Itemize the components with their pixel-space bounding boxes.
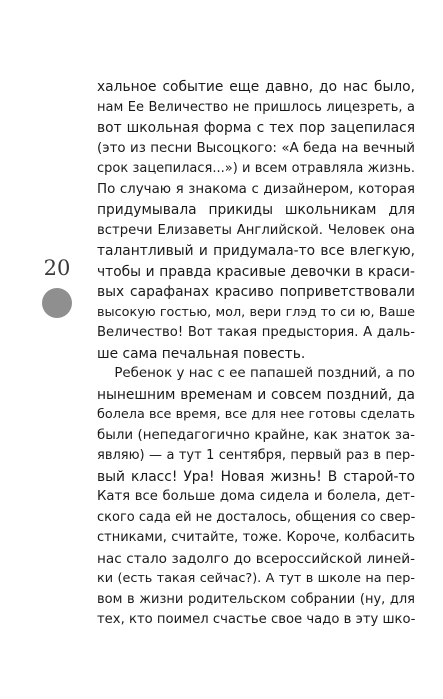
text-line: нам Ее Величество не пришлось лицезреть, а [97, 99, 415, 115]
text-line: болела все время, все для нее готовы сделать [97, 407, 415, 422]
text-line: чтобы и правда красивые девочки в краси- [97, 263, 415, 280]
paragraph [97, 77, 415, 364]
text-line: талантливый и придумала-то все влегкую, [97, 243, 415, 259]
text-line: вом в жизни родительском собрании (ну, для [97, 591, 415, 607]
text-line: нынешним временам и совсем поздний, да [97, 386, 415, 403]
text-line: были (непедагогично крайне, как знаток за- [97, 427, 415, 443]
text-line: вый класс! Ура! Новая жизнь! В старой-то [97, 468, 415, 485]
text-line: ки (есть такая сейчас?). А тут в школе на пер- [97, 571, 415, 586]
text-line: По случаю я знакома с дизайнером, которая [97, 181, 415, 197]
text-line: хальное событие еще давно, до нас было, [97, 79, 415, 95]
paragraph [97, 364, 415, 631]
text-line: нас стало задолго до всероссийской линей- [97, 550, 415, 567]
text-line: вых сарафанах красиво поприветствовали [97, 284, 415, 300]
text-line: (это из песни Высоцкого: «А беда на вечный [97, 140, 415, 156]
text-line: придумывала прикиды школьникам для [97, 202, 415, 218]
text-line: являю) — а тут 1 сентября, первый раз в пер- [97, 448, 415, 463]
text-line: ше сама печальная повесть. [97, 345, 306, 362]
page-number-dot [42, 288, 72, 318]
text-line: вот школьная форма с тех пор зацепилася [97, 120, 415, 136]
body-text [97, 77, 415, 631]
text-line: тех, кто поимел счастье свое чадо в эту шко- [97, 612, 415, 627]
text-line: встречи Елизаветы Английской. Человек она [97, 222, 415, 238]
text-line: Ребенок у нас с ее папашей поздний, а по [97, 366, 415, 381]
text-line: Величество! Вот такая предыстория. А даль- [97, 325, 415, 340]
text-line: высокую гостью, мол, вери глэд то си ю, Ваше [97, 304, 415, 320]
text-line: ского сада ей не досталось, общения со свер- [97, 509, 415, 525]
text-line: стниками, считайте, тоже. Короче, колбасить [97, 530, 415, 545]
page-number: 20 [43, 256, 71, 280]
text-line: срок зацепилася...») и всем отравляла жизнь. [97, 161, 415, 176]
text-line: Катя все больше дома сидела и болела, дет- [97, 489, 415, 504]
